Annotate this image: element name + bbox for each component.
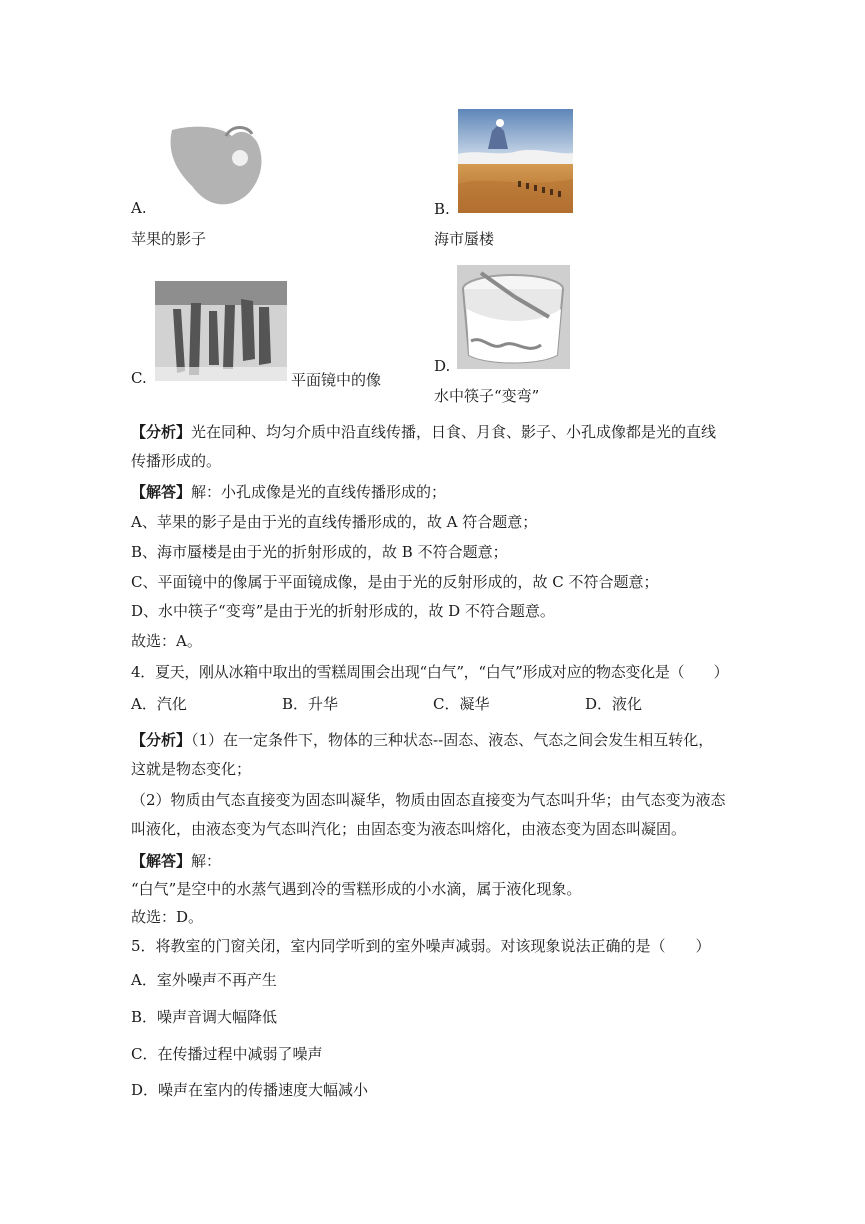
q3-answer-b: B、海市蜃楼是由于光的折射形成的，故 B 不符合题意； — [131, 543, 508, 561]
q4-analysis-line1: 【分析】（1）在一定条件下，物体的三种状态--固态、液态、气态之间会发生相互转化， — [131, 731, 714, 749]
q5-option-d: D．噪声在室内的传播速度大幅减小 — [131, 1081, 369, 1099]
q4-answer-intro: 【解答】解： — [131, 852, 222, 870]
q3-answer-intro: 【解答】解：小孔成像是光的直线传播形成的； — [131, 483, 447, 501]
q4-analysis-line3: （2）物质由气态直接变为固态叫凝华，物质由固态直接变为气态叫升华；由气态变为液态 — [131, 791, 726, 809]
q4-option-c: C．凝华 — [433, 695, 490, 713]
q3-analysis-line2: 传播形成的。 — [131, 452, 222, 470]
q3-answer-a: A、苹果的影子是由于光的直线传播形成的，故 A 符合题意； — [131, 513, 538, 531]
option-d-letter: D. — [434, 357, 451, 375]
answer-tag: 【解答】 — [131, 483, 192, 501]
analysis-tag: 【分析】 — [131, 423, 192, 441]
answer-tag: 【解答】 — [131, 852, 192, 870]
q4-option-b: B．升华 — [282, 695, 339, 713]
q5-option-c: C．在传播过程中减弱了噪声 — [131, 1045, 323, 1063]
q3-answer-c: C、平面镜中的像属于平面镜成像，是由于光的反射形成的，故 C 不符合题意； — [131, 573, 659, 591]
q4-option-a: A．汽化 — [131, 695, 187, 713]
q4-stem: 4．夏天，刚从冰箱中取出的雪糕周围会出现“白气”，“白气”形成对应的物态变化是（ ） — [131, 663, 729, 681]
q4-analysis-line4: 叫液化，由液态变为气态叫汽化；由固态变为液态叫熔化，由液态变为固态叫凝固。 — [131, 820, 687, 838]
option-a-letter: A. — [131, 199, 147, 217]
analysis-tag: 【分析】 — [131, 731, 192, 749]
q4-option-d: D．液化 — [585, 695, 643, 713]
mirage-image — [458, 109, 573, 213]
apple-shadow-image — [160, 122, 270, 208]
option-b-caption: 海市蜃楼 — [434, 230, 495, 248]
q3-choice: 故选：A。 — [131, 632, 202, 650]
option-c-letter: C. — [131, 369, 147, 387]
q5-option-a: A．室外噪声不再产生 — [131, 971, 277, 989]
option-a-caption: 苹果的影子 — [131, 230, 207, 248]
q4-answer-line: “白气”是空中的水蒸气遇到冷的雪糕形成的小水滴，属于液化现象。 — [131, 880, 582, 898]
q4-choice: 故选：D。 — [131, 908, 204, 926]
chopsticks-in-water-image — [457, 265, 570, 369]
q4-analysis-line2: 这就是物态变化； — [131, 760, 252, 778]
q5-stem: 5．将教室的门窗关闭，室内同学听到的室外噪声减弱。对该现象说法正确的是（ ） — [131, 937, 711, 955]
q3-answer-d: D、水中筷子“变弯”是由于光的折射形成的，故 D 不符合题意。 — [131, 602, 555, 620]
option-c-caption: 平面镜中的像 — [291, 371, 382, 389]
option-d-caption: 水中筷子“变弯” — [434, 387, 540, 405]
q5-option-b: B．噪声音调大幅降低 — [131, 1008, 278, 1026]
mirror-image — [155, 281, 287, 381]
q3-analysis-line1: 【分析】光在同种、均匀介质中沿直线传播，日食、月食、影子、小孔成像都是光的直线 — [131, 423, 717, 441]
option-b-letter: B. — [434, 200, 450, 218]
